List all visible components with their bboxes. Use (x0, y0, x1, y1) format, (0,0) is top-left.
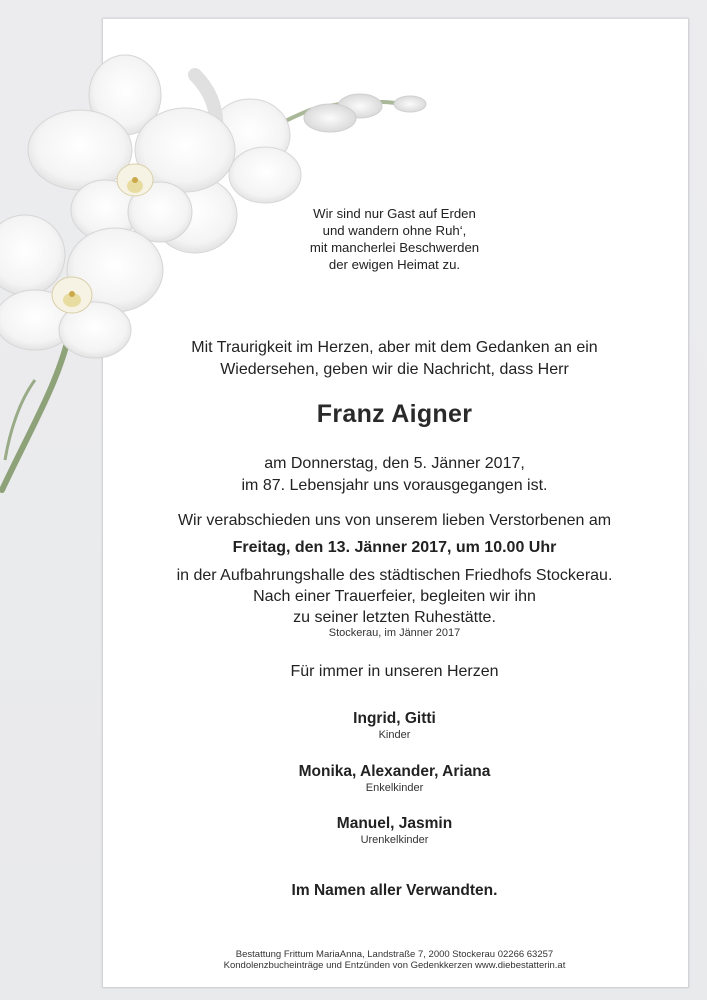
ceremony-place-line: Nach einer Trauerfeier, begleiten wir ihn (253, 588, 536, 605)
intro-line: Wiedersehen, geben wir die Nachricht, dass Herr (220, 361, 569, 378)
forever-line: Für immer in unseren Herzen (290, 663, 499, 680)
place-date: Stockerau, im Jänner 2017 (328, 627, 461, 639)
family-relation: Urenkelkinder (360, 834, 429, 846)
farewell-line: Wir verabschieden uns von unserem lieben Verstorbenen am (177, 512, 612, 529)
ceremony-date: Freitag, den 13. Jänner 2017, um 10.00 Uhr (232, 539, 557, 556)
intro-text (102, 337, 687, 381)
death-info (102, 453, 687, 497)
poem-line: und wandern ohne Ruh‘, (322, 223, 467, 238)
family-names: Ingrid, Gitti (353, 710, 436, 727)
family-relation: Kinder (378, 729, 411, 741)
closing-line: Im Namen aller Verwandten. (291, 882, 498, 899)
death-info-line: am Donnerstag, den 5. Jänner 2017, (264, 455, 525, 472)
footer (102, 949, 687, 971)
family-names: Monika, Alexander, Ariana (298, 763, 491, 780)
family-names: Manuel, Jasmin (336, 815, 453, 832)
ceremony-place-line: zu seiner letzten Ruhestätte. (293, 609, 496, 626)
footer-line: Bestattung Frittum MariaAnna, Landstraße 7, 2000 Stockerau 02266 63257 (235, 949, 554, 960)
intro-line: Mit Traurigkeit im Herzen, aber mit dem Gedanken an ein (191, 339, 598, 356)
deceased-name: Franz Aigner (316, 400, 473, 428)
poem-line: Wir sind nur Gast auf Erden (313, 206, 476, 221)
poem (102, 205, 687, 273)
footer-line: Kondolenzbucheinträge und Entzünden von Gedenkkerzen www.diebestatterin.at (223, 960, 566, 971)
ceremony-place-line: in der Aufbahrungshalle des städtischen Friedhofs Stockerau. (176, 567, 613, 584)
death-info-line: im 87. Lebensjahr uns vorausgegangen ist. (241, 477, 548, 494)
poem-line: mit mancherlei Beschwerden (309, 240, 480, 255)
ceremony-place (102, 565, 687, 628)
poem-line: der ewigen Heimat zu. (328, 257, 461, 272)
family-relation: Enkelkinder (365, 782, 424, 794)
